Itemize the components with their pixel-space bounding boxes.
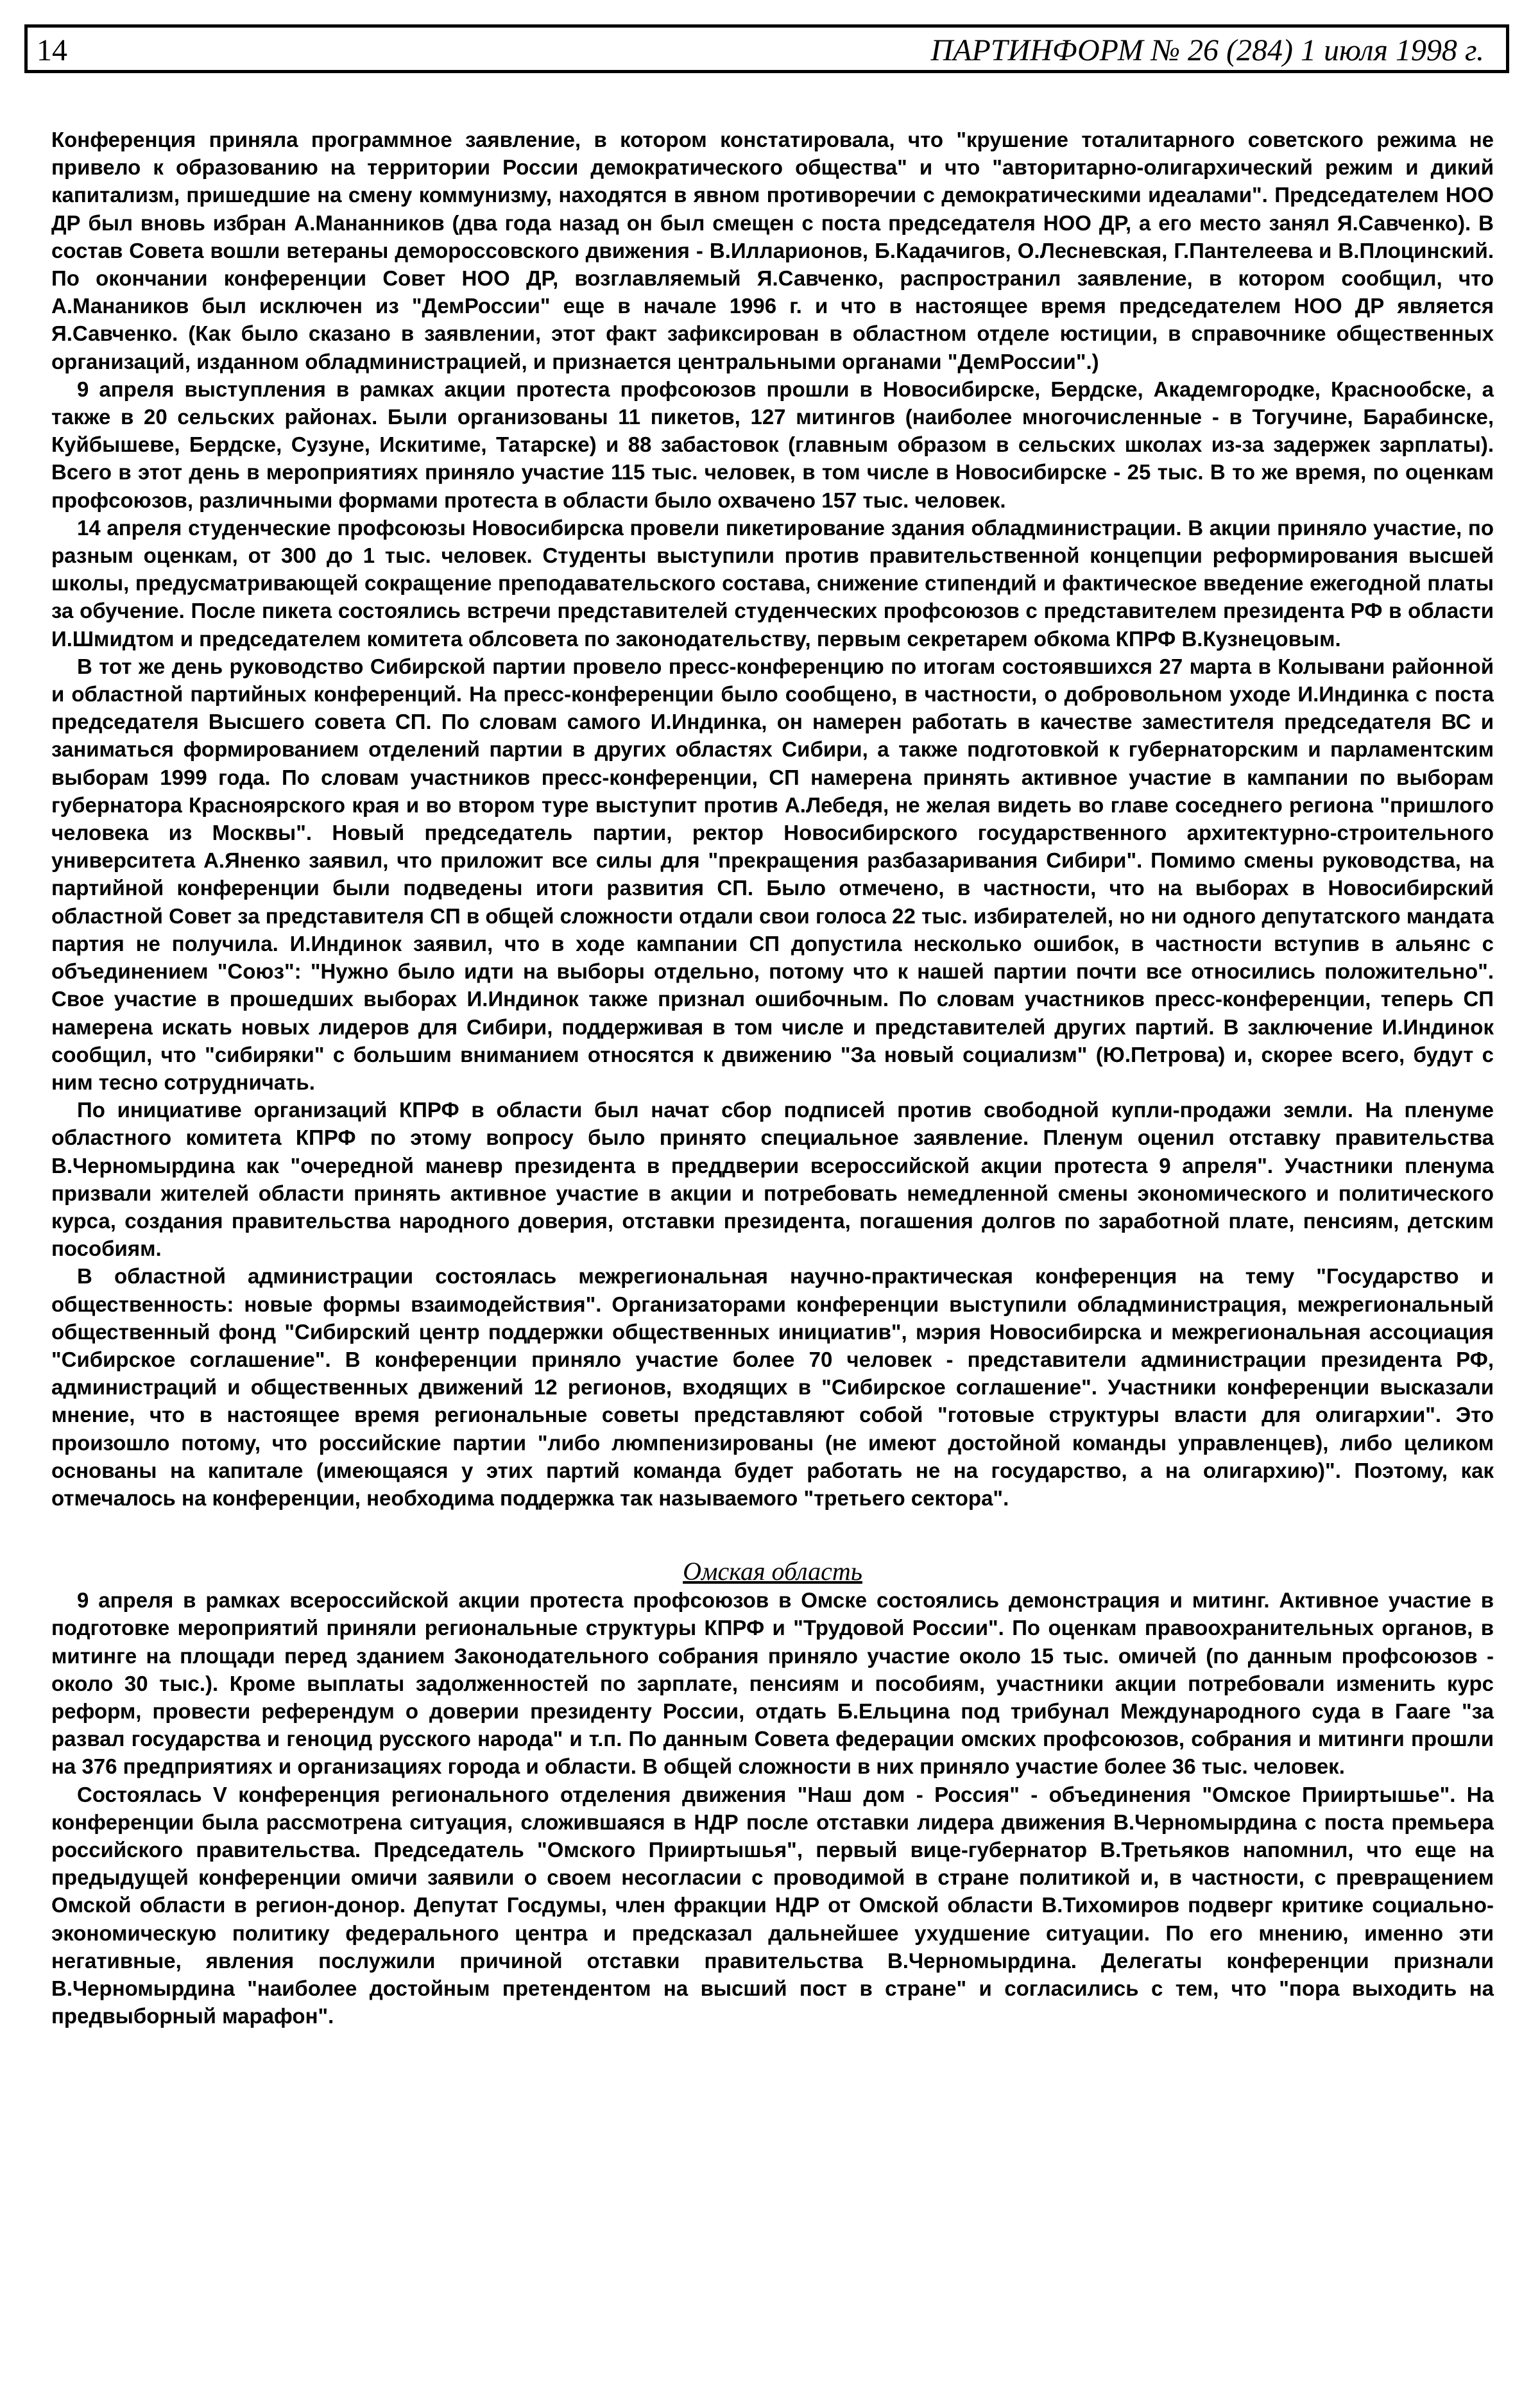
- paragraph: 14 апреля студенческие профсоюзы Новосибирска провели пикетирование здания обладминистрации. В акции приняло участие, по разным оценкам, от 300 до 1 тыс. человек. Студенты выступили против правительственной концепции реформирования высшей школы, предусматривающей сокращение преподавательского состава, снижение стипендий и фактическое введение ежегодной платы за обучение. После пикета состоялись встречи представителей студенческих профсоюзов с представителем президента РФ в области И.Шмидтом и председателем комитета облсовета по законодательству, первым секретарем обкома КПРФ В.Кузнецовым.: [51, 515, 1494, 651]
- paragraph: В областной администрации состоялась межрегиональная научно-практическая конференция на тему "Государство и общественность: новые формы взаимодействия". Организаторами конференции выступили обладминистрация, межрегиональный общественный фонд "Сибирский центр поддержки общественных инициатив", мэрия Новосибирска и межрегиональная ассоциация "Сибирское соглашение". В конференции приняло участие более 70 человек - представители администрации президента РФ, администраций и общественных движений 12 регионов, входящих в "Сибирское соглашение". Участники конференции высказали мнение, что в настоящее время региональные советы представляют собой "готовые структуры власти для олигархии". Это произошло потому, что российские партии "либо люмпенизированы (не имеют достойной команды управленцев), либо целиком основаны на капитале (имеющаяся у этих партий команда будет работать не на государство, а на олигархию)". Поэтому, как отмечалось на конференции, необходима поддержка так называемого "третьего сектора".: [51, 1264, 1494, 1510]
- page-header: [24, 24, 1509, 73]
- article-body: [51, 126, 1494, 2030]
- paragraph: 9 апреля выступления в рамках акции протеста профсоюзов прошли в Новосибирске, Бердске, Академгородке, Краснообске, а также в 20 сельских районах. Были организованы 11 пикетов, 127 митингов (наиболее многочисленные - в Тогучине, Барабинске, Куйбышеве, Бердске, Сузуне, Искитиме, Татарске) и 88 забастовок (главным образом в сельских школах из-за задержек зарплаты). Всего в этот день в мероприятиях приняло участие 115 тыс. человек, в том числе в Новосибирске - 25 тыс. В то же время, по оценкам профсоюзов, различными формами протеста в области было охвачено 157 тыс. человек.: [51, 377, 1494, 512]
- issue-info: ПАРТИНФОРМ № 26 (284) 1 июля 1998 г.: [930, 33, 1484, 67]
- paragraph: В тот же день руководство Сибирской партии провело пресс-конференцию по итогам состоявшихся 27 марта в Колывани районной и областной партийных конференций. На пресс-конференции было сообщено, в частности, о добровольном уходе И.Индинка с поста председателя Высшего совета СП. По словам самого И.Индинка, он намерен работать в качестве заместителя председателя ВС и заниматься формированием отделений партии в других областях Сибири, а также подготовкой к губернаторским и парламентским выборам 1999 года. По словам участников пресс-конференции, СП намерена принять активное участие в кампании по выборам губернатора Красноярского края и во втором туре выступит против А.Лебедя, не желая видеть во главе соседнего региона "пришлого человека из Москвы". Новый председатель партии, ректор Новосибирского государственного архитектурно-строительного университета А.Яненко заявил, что приложит все силы для "прекращения разбазаривания Сибири". Помимо смены руководства, на партийной конференции были подведены итоги развития СП. Было отмечено, в частности, что на выборах в Новосибирский областной Совет за представителя СП в общей сложности отдали свои голоса 22 тыс. избирателей, но ни одного депутатского мандата партия не получила. И.Индинок заявил, что в ходе кампании СП допустила несколько ошибок, в частности вступив в альянс с объединением "Союз": "Нужно было идти на выборы отдельно, потому что к нашей партии почти все относились положительно". Свое участие в прошедших выборах И.Индинок также признал ошибочным. По словам участников пресс-конференции, теперь СП намерена искать новых лидеров для Сибири, поддерживая в том числе и представителей других партий. В заключение И.Индинок сообщил, что "сибиряки" с большим вниманием относятся к движению "За новый социализм" (Ю.Петрова) и, скорее всего, будут с ним тесно сотрудничать.: [51, 654, 1494, 1094]
- page-number: 14: [37, 33, 67, 67]
- paragraph: Конференция приняла программное заявление, в котором констатировала, что "крушение тоталитарного советского режима не привело к образованию на территории России демократического общества" и что "авторитарно-олигархический режим и дикий капитализм, пришедшие на смену коммунизму, находятся в явном противоречии с демократическими идеалами". Председателем НОО ДР был вновь избран А.Мананников (два года назад он был смещен с поста председателя НОО ДР, а его место занял Я.Савченко). В состав Совета вошли ветераны демороссовского движения - В.Илларионов, Б.Кадачигов, О.Лесневская, Г.Пантелеева и В.Плоцинский. По окончании конференции Совет НОО ДР, возглавляемый Я.Савченко, распространил заявление, в котором сообщил, что А.Манаников был исключен из "ДемРоссии" еще в начале 1996 г. и что в настоящее время председателем НОО ДР является Я.Савченко. (Как было сказано в заявлении, этот факт зафиксирован в областном отделе юстиции, в справочнике общественных организаций, изданном обладминистрацией, и признается центральными органами "ДемРоссии".): [51, 128, 1494, 373]
- paragraph: Состоялась V конференция регионального отделения движения "Наш дом - Россия" - объединения "Омское Прииртышье". На конференции была рассмотрена ситуация, сложившаяся в НДР после отставки лидера движения В.Черномырдина с поста премьера российского правительства. Председатель "Омского Прииртышья", первый вице-губернатор В.Третьяков напомнил, что еще на предыдущей конференции омичи заявили о своем несогласии с проводимой в стране политикой и, в частности, с превращением Омской области в регион-донор. Депутат Госдумы, член фракции НДР от Омской области В.Тихомиров подверг критике социально-экономическую политику федерального центра и предсказал дальнейшее ухудшение ситуации. По его мнению, именно эти негативные, явления послужили причиной отставки правительства В.Черномырдина. Делегаты конференции признали В.Черномырдина "наиболее достойным претендентом на высший пост в стране" и согласились с тем, что "пора выходить на предвыборный марафон".: [51, 1782, 1494, 2028]
- paragraph: 9 апреля в рамках всероссийской акции протеста профсоюзов в Омске состоялись демонстрация и митинг. Активное участие в подготовке мероприятий приняли региональные структуры КПРФ и "Трудовой России". По оценкам правоохранительных органов, в митинге на площади перед зданием Законодательного собрания приняло участие около 15 тыс. омичей (по данным профсоюзов - около 30 тыс.). Кроме выплаты задолженностей по зарплате, пенсиям и пособиям, участники акции потребовали изменить курс реформ, провести референдум о доверии президенту России, отдать Б.Ельцина под трибунал Международного суда в Гааге "за развал государства и геноцид русского народа" и т.п. По данным Совета федерации омских профсоюзов, собрания и митинги прошли на 376 предприятиях и организациях города и области. В общей сложности в них приняло участие более 36 тыс. человек.: [51, 1588, 1494, 1779]
- paragraph: По инициативе организаций КПРФ в области был начат сбор подписей против свободной купли-продажи земли. На пленуме областного комитета КПРФ по этому вопросу было принято специальное заявление. Пленум оценил отставку правительства В.Черномырдина как "очередной маневр президента в преддверии всероссийской акции протеста 9 апреля". Участники пленума призвали жителей области принять активное участие в акции и потребовать немедленной смены экономического и политического курса, создания правительства народного доверия, отставки президента, погашения долгов по заработной плате, пенсиям, детским пособиям.: [51, 1098, 1494, 1261]
- section-heading-omsk: Омская область: [683, 1557, 862, 1586]
